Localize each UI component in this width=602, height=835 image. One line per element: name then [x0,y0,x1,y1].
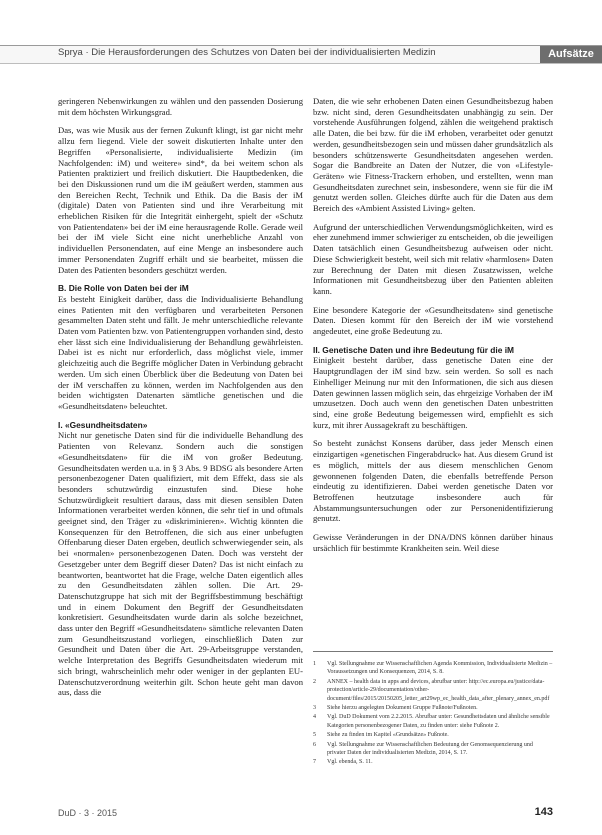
footnote [313,704,553,712]
footnote-text: Siehe hierzu angelegten Dokument Gruppe Fußnote/Fußnoten. [327,705,478,712]
footnote-number: 4 [313,714,316,721]
footnote-text: Vgl. Stellungnahme zur Wissenschaftlichen Agenda Kommission, Individualisierte Medizin – Voraussetzungen und Konsequenzen, 2014, S. 8. [327,661,553,676]
running-header [0,45,602,64]
footnote-text: ANNEX – health data in apps and devices, abrufbar unter: http://ec.europa.eu/justice/data-protection/article-29/documentation/other-document/files/2015/20150205_letter_art29wp_ec_health_data_after_plenary_annex_en.pdf [327,678,550,702]
left-column [58,96,303,706]
paragraph: Einigkeit besteht darüber, dass genetische Daten eine der Hauptgrundlagen der iM sind bzw. sein werden. So soll es nach Einhelliger Meinung nur mit den Informationen, die sich aus diesen Daten gewinnen lassen möglich sein, das ehrgeizige Vorhaben der iM umzusetzen. Doch auch wenn den genetischen Daten unbestritten sind, eine große Bedeutung beigemessen wird, empfiehlt es sich kurz, mit ihrer Aussagekraft zu beschäftigen. [313,355,553,430]
footnote-number: 7 [313,759,316,766]
footnote-number: 1 [313,661,316,667]
footnote-number: 6 [313,741,316,748]
footnote [313,678,553,703]
paragraph: Eine besondere Kategorie der «Gesundheitsdaten» sind genetische Daten. Diesen kommt für den Bereich der iM wie vorstehend angedeutet, eine große Bedeutung zu. [313,304,553,337]
footnote [313,713,553,730]
subsection-heading-1: I. «Gesundheitsdaten» [58,419,148,430]
footnote-text: Vgl. Stellungnahme zur Wissenschaftlichen Bedeutung der Genomsequenzierung und privater Daten der individualisierten Medizin, 2014, S. 17. [327,741,533,757]
footnote-number: 5 [313,732,316,739]
footnote [313,660,553,677]
footnote-text: Vgl. DuD Dokument vom 2.2.2015. Abrufbar unter: Gesundheitsdaten und ähnliche sensible Kategorien personenbezogener Daten, zu finden unter: siehe Fußnote 2. [327,714,550,729]
paragraph: Nicht nur genetische Daten sind für die individuelle Behandlung des Patienten von Relevanz. Sondern auch die sonstigen «Gesundheitsdaten» für die iM von großer Bedeutung. Gesundheitsdaten werden u.a. in § 3 Abs. 9 BDSG als besondere Arten personenbezogener Daten qualifiziert, mit dem Effekt, dass sie als besonders schutzwürdig einzustufen sind. Diese hohe Schutzwürdigkeit resultiert daraus, dass mit diesen sensiblen Daten Informationen verarbeitet werden können, die sehr tief in und oftmals geeignet sind, den Träger zu «diskriminieren». Wichtig könnten die Konsequenzen für den Betroffenen, die sich aus einer unbefugten Offenbarung dieser Daten ergeben, deutlich schwerwiegender sein, als bei «normalen» personenbezogenen Daten. Doch was versteht der Gesetzgeber unter dem Begriff dieser Daten? Das ist nicht einfach zu beantworten, beantwortet hat die Frage, welche Daten eigentlich alles zu den Gesundheitsdaten zählen sollen. Die Art. 29-Datenschutzgruppe hat sich mit der Begriffsbestimmung beschäftigt und in einem Dokument den Begriff der Gesundheitsdaten konkretisiert. Gesundheitsdaten wurde darin als solche bezeichnet, dass unter den Begriff «Gesundheitsdaten» sämtliche relevanten Daten zum Gesundheitszustand vorliegen, einschließlich Daten zur Gesundheit und Daten über die Art. 29-Arbeitsgruppe verstanden, welche Interpretation des Begriffs Gesundheitsdaten wiederum mit sich bringt, wahrscheinlich mehr oder weniger in der geplanten EU-Datenschutzverordnung weiterhin gilt. Schon heute geht man davon aus, dass die [58,430,303,698]
paragraph: Aufgrund der unterschiedlichen Verwendungsmöglichkeiten, wird es eher zunehmend immer schwieriger zu entscheiden, ob die jeweiligen Daten tatsächlich einen Gesundheitsbezug aufweisen oder nicht. Diese Schwierigkeit besteht, weil sich mit relativ «harmlosen» Daten zur Berechnung der Daten mit diesen Zusatzwissen, welche Informationen mit Gesundheitsbezug über den Patienten ableiten kann. [313,221,553,296]
footnote [313,758,553,766]
running-header-title: Sprya · Die Herausforderungen des Schutzes von Daten bei der individualisierten Medizin [58,47,436,58]
footnote-number: 2 [313,678,316,685]
footnote [313,731,553,739]
footnote-text: Siehe zu finden im Kapitel «Grundsätze» Fußnote. [327,732,449,739]
section-heading-b: B. Die Rolle von Daten bei der iM [58,283,189,294]
paragraph: geringeren Nebenwirkungen zu wählen und den passenden Dosierung mit dem höchsten Wirkungsgrad. [58,96,303,117]
page-number: 143 [534,806,553,818]
subsection-heading-2: II. Genetische Daten und ihre Bedeutung für die iM [313,344,515,355]
paragraph: Gewisse Veränderungen in der DNA/DNS können darüber hinaus ursächlich für bestimmte Krankheiten sein. Weil diese [313,532,553,553]
footnote [313,741,553,758]
footnote-text: Vgl. ebenda, S. 11. [327,759,373,766]
journal-footer: DuD · 3 · 2015 [58,808,118,818]
footnote-number: 3 [313,705,316,712]
paragraph: Das, was wie Musik aus der fernen Zukunft klingt, ist gar nicht mehr allzu fern liegend. Viele der soweit diskutierten Inhalte unter den Begriffen «Personalisierte, individualisierte Medizin (im Nachfolgenden: iM) und weitere» sind*, da bei weitem schon als Patienten praktiziert und freilich diskutiert. Die Hauptbedenken, die bei den Diskussionen rund um die iM geäußert werden, stammen aus den Bereichen Recht, Technik und Ethik. Da die Basis der iM (digitale) Daten von Patienten sind und ihre Verarbeitung mit erheblichen Risiken für die Integrität einhergeht, spielt der «Schutz von Patientendaten» bei der iM eine herausragende Rolle. Gerade weil bei der iM viele Sicht eine nicht unerhebliche Anzahl von individuellen Personendaten, auf eine Menge an insbesondere auch immer Personendaten Zugriff erhält und sie bearbeitet, müssen die Daten des Patienten besonders geschützt werden. [58,125,303,275]
paragraph: Es besteht Einigkeit darüber, dass die Individualisierte Behandlung eines Patienten mit den verfügbaren und verarbeiteten Personen gesammelten Daten steht und fällt. Je mehr unterschiedliche relevante Daten vom Patienten bzw. von Patientengruppen vorhanden sind, desto eher lässt sich eine Individualisierung der Behandlung gewährleisten. Dabei ist es nicht nur erforderlich, dass möglichst viele, immer gleichzeitig auch die Begriffe möglicher Daten in Verbindung gebracht werden. Um sich einen Überblick über die Bedeutung von Daten bei der iM verschaffen zu können, werden im Nachfolgenden aus den beiden wichtigsten Datenarten sämtliche genetischen und die «Gesundheitsdaten» beleuchtet. [58,293,303,411]
paragraph: So besteht zunächst Konsens darüber, dass jeder Mensch einen einzigartigen «genetischen Fingerabdruck» hat. Aus diesem Grund ist es möglich, mittels der aus diesem menschlichen Genom gewonnenen folgenden Daten, die ebenfalls betreffende Person eindeutig zu identifizieren. Dabei werden genetische Daten vor Betroffenen heutzutage insbesondere auch für Abstammungsuntersuchungen oder zur Personenidentifizierung genutzt. [313,438,553,524]
section-label: Aufsätze [540,46,602,63]
right-column [313,96,553,561]
paragraph: Daten, die wie sehr erhobenen Daten einen Gesundheitsbezug haben bzw. nicht sind, deren Gesundheitsdaten unabhängig zu sein. Der vorstehende Ausführungen folgend, zählen die weitgehend praktisch alle Daten, die bei bzw. für die iM erhoben, verarbeitet oder genutzt werden, gesundheitsbezogen sein und müssen daher grundsätzlich als besonders schützenswerte Gesundheitsdaten angesehen werden. Sogar die Bandbreite an Daten der Nutzer, die von «Lifestyle-Geräten» wie Fitness-Trackern erhoben, und erstellten, wenn man Gesundheitsdaten zurechnet sein, insbesondere, wenn sie für die iM genutzt werden sollen. Gleiches dürfte auch für die Daten aus dem Bereich des «Ambient Assisted Living» gelten. [313,96,553,214]
footnotes [313,651,553,768]
